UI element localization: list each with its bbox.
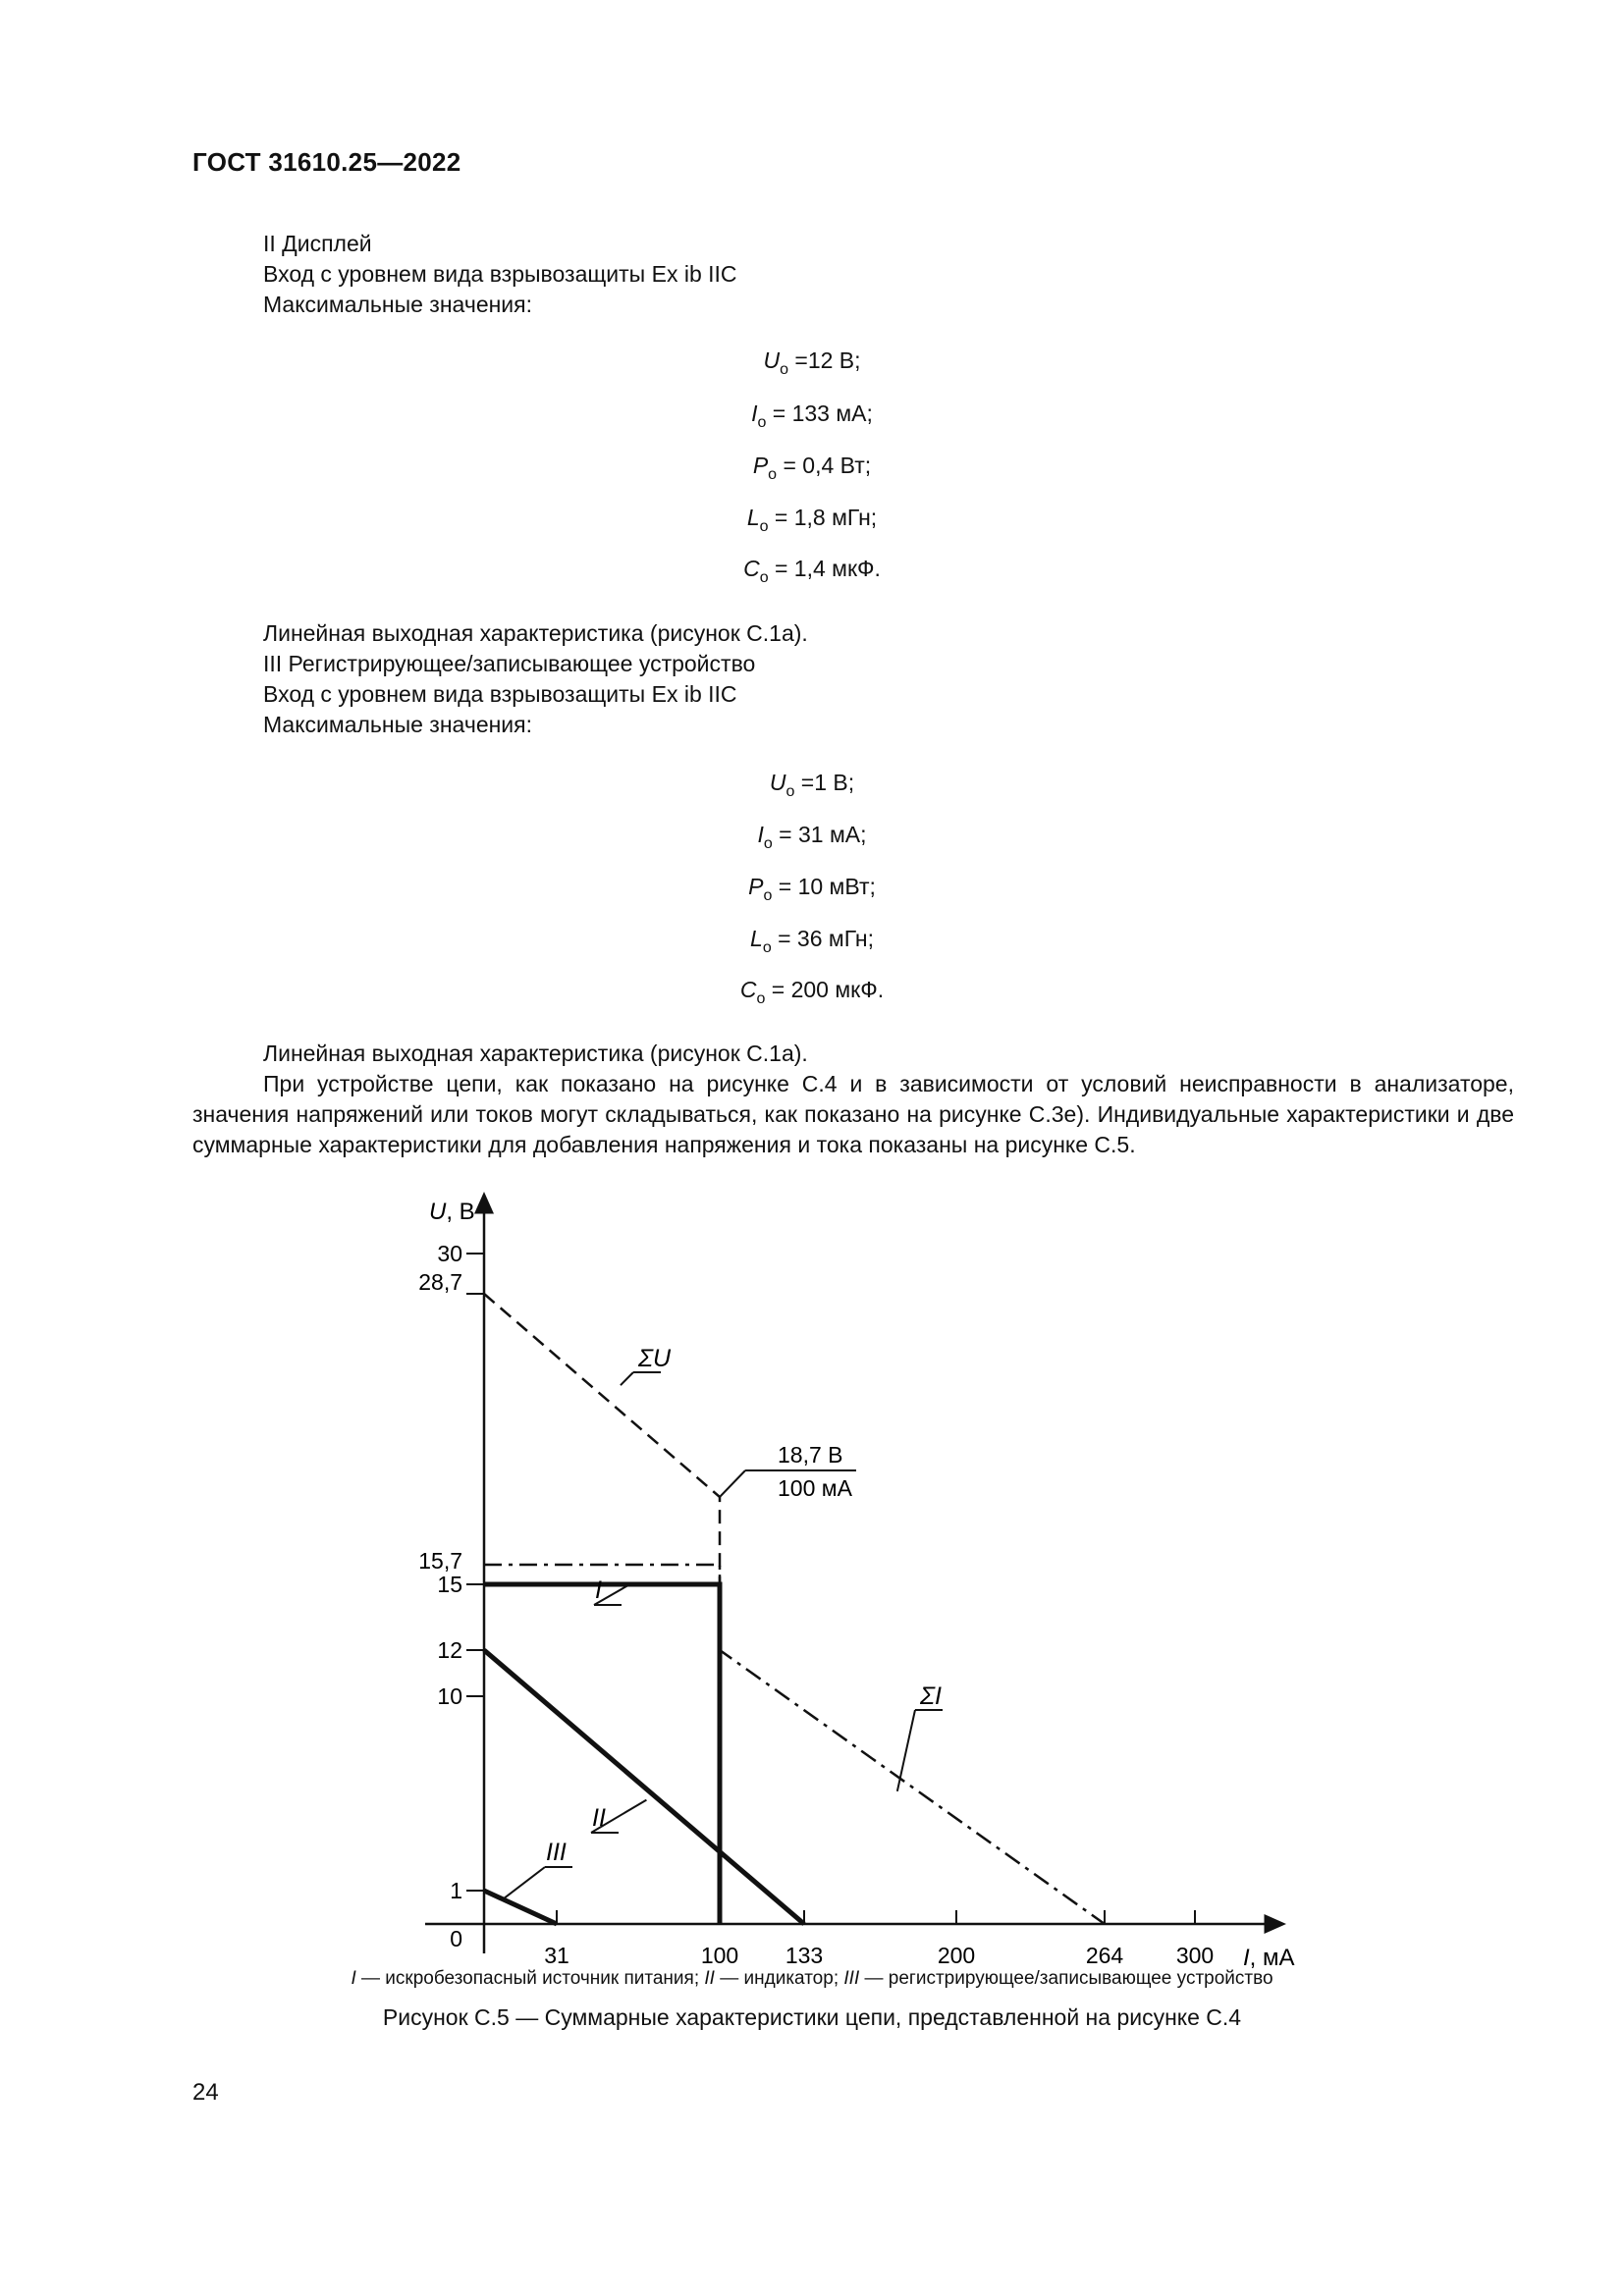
annotation-current: 100 мА: [778, 1475, 852, 1501]
display-formula-c: $C_o = 1,4$ мкФ.: [743, 556, 881, 586]
y-tick-label: 0: [450, 1926, 462, 1951]
linear-characteristic-2: Линейная выходная характеристика (рисунок С.1а).: [263, 1041, 808, 1066]
y-axis-label: U, В: [429, 1199, 475, 1225]
series-line-ΣI: [484, 1565, 1105, 1924]
y-tick-label: 30: [437, 1241, 462, 1266]
display-formula-p: $P_o = 0,4$ Вт;: [752, 453, 872, 483]
chart-series: [484, 1294, 1105, 1924]
x-tick-label: 133: [785, 1943, 824, 1968]
display-formula-u: $U_o =12$ В;: [763, 347, 861, 378]
x-tick-label: 300: [1175, 1943, 1215, 1968]
y-tick-label: 28,7: [418, 1269, 462, 1295]
recorder-formula-p: $P_o = 10$ мВт;: [748, 874, 876, 904]
annotation-leader: [720, 1470, 745, 1497]
label-I: I: [595, 1576, 602, 1604]
y-tick-label: 10: [437, 1683, 462, 1709]
series-line-II: [484, 1650, 804, 1924]
display-formula-l: $L_o = 1,8$ мГн;: [746, 505, 878, 535]
label-II: II: [592, 1804, 606, 1832]
display-input-line: Вход с уровнем вида взрывозащиты Ex ib IIC: [263, 261, 737, 287]
x-tick-label: 264: [1085, 1943, 1124, 1968]
figure-legend: I — искробезопасный источник питания; II — индикатор; III — регистрирующее/записывающее устройство: [351, 1968, 1273, 1989]
recorder-formula-i: $I_o = 31$ мА;: [757, 822, 867, 852]
body-paragraph: При устройстве цепи, как показано на рисунке С.4 и в зависимости от условий неисправности в анализаторе, значения напряжений или токов могут складываться, как показано на рисунке С.3е). Индивидуальные характеристики и две суммарные характеристики для добавления напряжения и тока показаны на рисунке С.5.: [192, 1071, 1514, 1157]
x-tick-label: 31: [544, 1943, 569, 1968]
recorder-formula-u: $U_o =1$ В;: [769, 770, 855, 800]
label-sum-u: ΣU: [638, 1345, 672, 1372]
display-max-label: Максимальные значения:: [263, 292, 533, 317]
recorder-title: III Регистрирующее/записывающее устройство: [263, 651, 756, 676]
recorder-formula-l: $L_o = 36$ мГн;: [750, 926, 874, 956]
label-sum-i-leader: [897, 1710, 915, 1791]
y-tick-label: 15,7: [418, 1548, 462, 1574]
label-III-leader: [503, 1867, 545, 1899]
label-III: III: [546, 1839, 567, 1866]
y-tick-label: 12: [437, 1637, 462, 1663]
document-header: ГОСТ 31610.25—2022: [192, 147, 461, 177]
annotation-voltage: 18,7 В: [778, 1442, 843, 1468]
page-number: 24: [192, 2079, 219, 2106]
recorder-max-label: Максимальные значения:: [263, 712, 533, 737]
linear-characteristic-1: Линейная выходная характеристика (рисунок С.1а).: [263, 620, 808, 646]
label-sum-i: ΣI: [920, 1682, 942, 1710]
x-axis-label: I, мА: [1243, 1945, 1295, 1971]
display-formula-i: $I_o = 133$ мА;: [751, 400, 873, 431]
y-tick-label: 1: [450, 1878, 462, 1903]
series-line-I: [484, 1584, 720, 1924]
series-line-III: [484, 1891, 557, 1924]
x-tick-label: 100: [700, 1943, 739, 1968]
chart-ticks: [418, 1241, 1214, 1968]
x-tick-label: 200: [937, 1943, 976, 1968]
y-tick-label: 15: [437, 1572, 462, 1597]
recorder-input-line: Вход с уровнем вида взрывозащиты Ex ib IIC: [263, 681, 737, 707]
display-title: II Дисплей: [263, 231, 372, 256]
figure-caption: Рисунок С.5 — Суммарные характеристики цепи, представленной на рисунке С.4: [382, 2004, 1242, 2030]
label-sum-u-leader: [621, 1372, 633, 1385]
recorder-formula-c: $C_o = 200$ мкФ.: [739, 977, 885, 1007]
